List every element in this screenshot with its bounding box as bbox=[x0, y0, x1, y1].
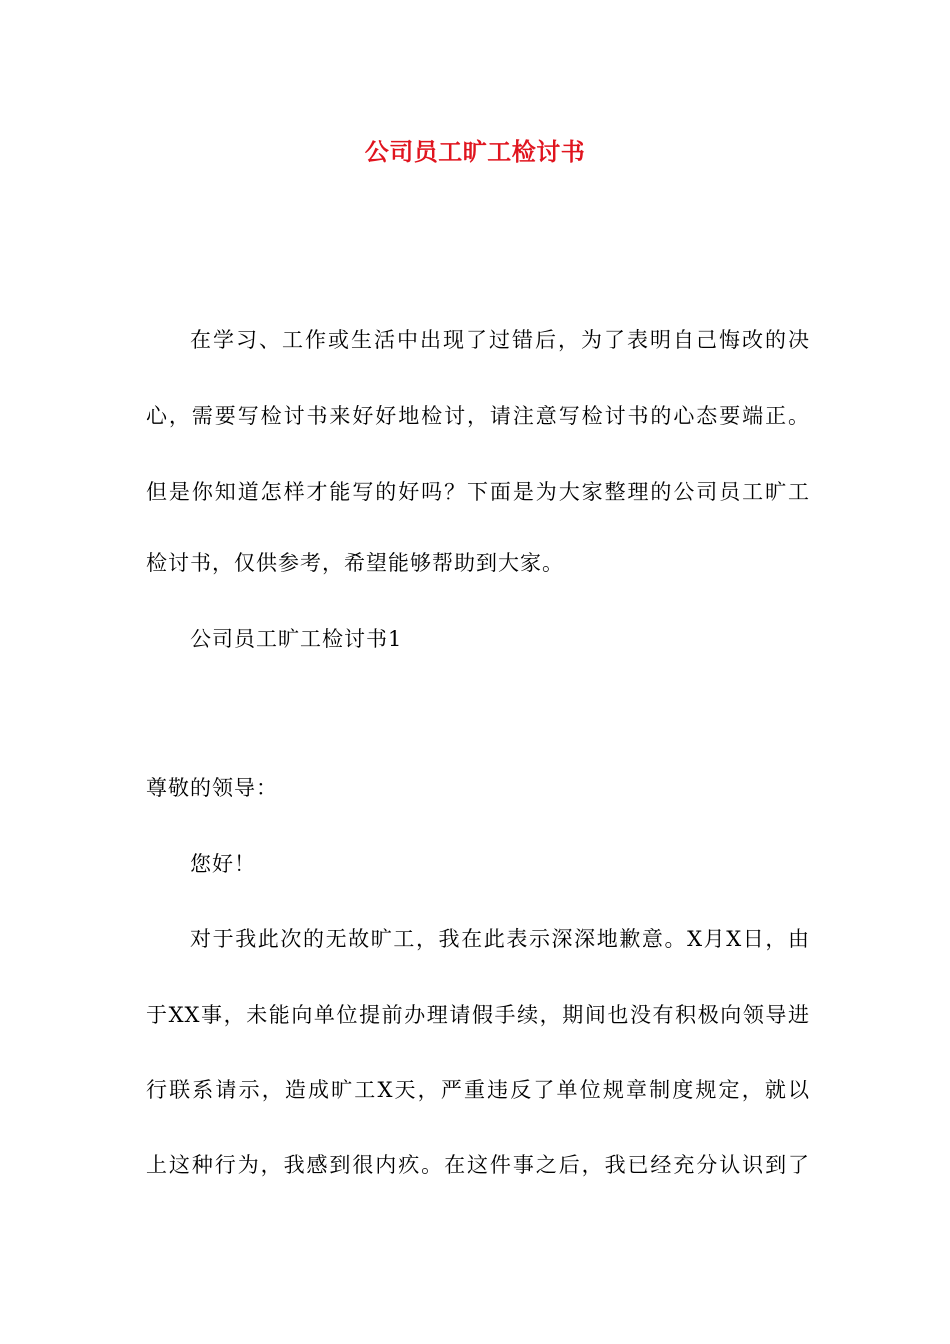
section-heading: 公司员工旷工检讨书1 bbox=[190, 627, 403, 651]
body-line-2: 心，需要写检讨书来好好地检讨，请注意写检讨书的心态要端正。 bbox=[146, 404, 810, 428]
letter-line-2: 于XX事，未能向单位提前办理请假手续，期间也没有积极向领导进 bbox=[146, 1003, 810, 1027]
letter-line-1: 对于我此次的无故旷工，我在此表示深深地歉意。X月X日，由 bbox=[190, 927, 810, 951]
letter-line-3: 行联系请示，造成旷工X天，严重违反了单位规章制度规定，就以 bbox=[146, 1078, 810, 1102]
document-title: 公司员工旷工检讨书 bbox=[364, 137, 586, 166]
letter-line-4: 上这种行为，我感到很内疚。在这件事之后，我已经充分认识到了 bbox=[146, 1153, 810, 1177]
salutation: 尊敬的领导： bbox=[146, 776, 278, 800]
body-line-4: 检讨书，仅供参考，希望能够帮助到大家。 bbox=[146, 551, 564, 575]
body-line-3: 但是你知道怎样才能写的好吗？下面是为大家整理的公司员工旷工 bbox=[146, 480, 810, 504]
body-line-1: 在学习、工作或生活中出现了过错后，为了表明自己悔改的决 bbox=[190, 328, 810, 352]
greeting: 您好！ bbox=[190, 852, 256, 876]
